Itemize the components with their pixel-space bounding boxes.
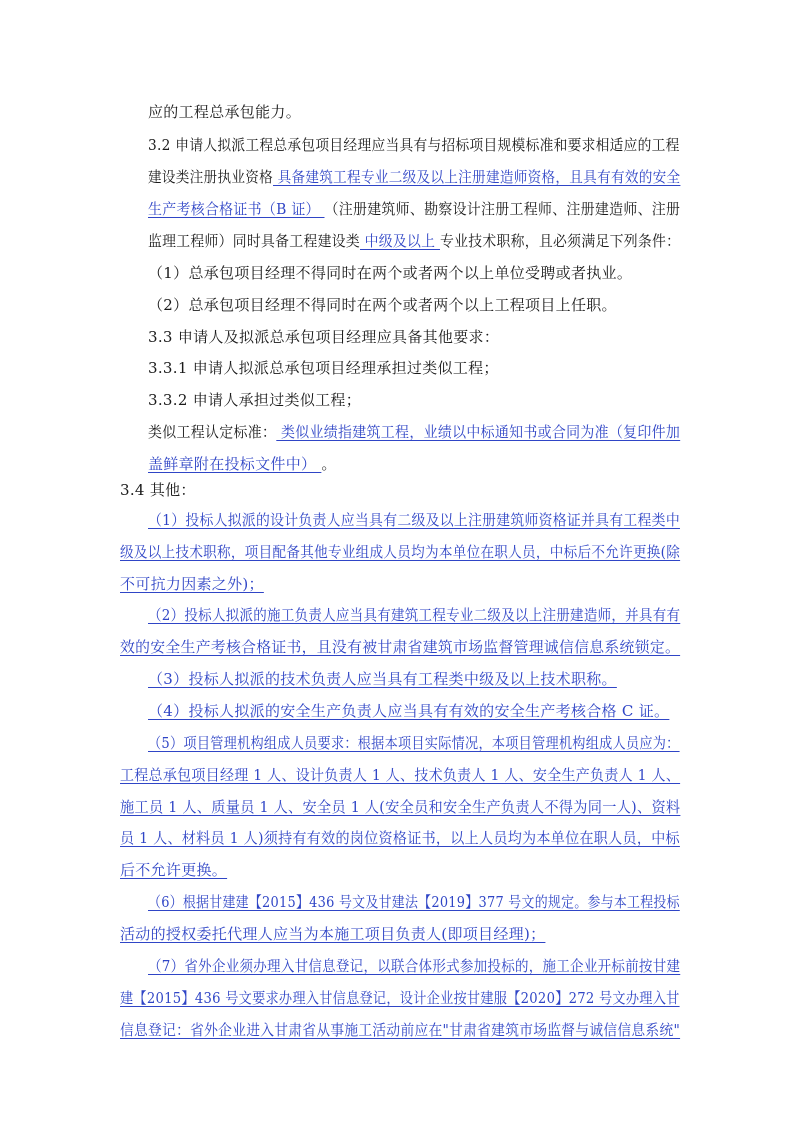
paragraph-line: 应的工程总承包能力。 bbox=[148, 103, 302, 121]
fill-in-qualification: 具备建筑工程专业二级及以上注册建造师资格，且具有有效的安全 bbox=[273, 168, 681, 186]
section-3-3-2: 3.3.2 申请人承担过类似工程； bbox=[148, 391, 362, 409]
section-3-2-heading: 3.2 申请人拟派工程总承包项目经理应当具有与招标项目规模标准和要求相适应的工程 bbox=[148, 136, 680, 154]
other-item-5-cont: 工程总承包项目经理 1 人、设计负责人 1 人、技术负责人 1 人、安全生产负责人 1 人、 bbox=[120, 766, 681, 784]
other-item-1: （1）投标人拟派的设计负责人应当具有二级及以上注册建筑师资格证并具有工程类中 bbox=[148, 511, 680, 529]
other-item-7-cont: 建【2015】436 号文要求办理入甘信息登记，设计企业按甘建服【2020】272 号文办理入甘 bbox=[120, 989, 680, 1007]
condition-item-2: （2）总承包项目经理不得同时在两个或者两个以上工程项目上任职。 bbox=[148, 296, 617, 314]
other-item-5: （5）项目管理机构组成人员要求：根据本项目实际情况，本项目管理机构组成人员应为： bbox=[148, 734, 680, 752]
other-item-1-cont: 级及以上技术职称，项目配备其他专业组成人员均为本单位在职人员，中标后不允许更换(除 bbox=[120, 543, 681, 561]
section-3-3-heading: 3.3 申请人及拟派总承包项目经理应具备其他要求： bbox=[148, 328, 500, 346]
section-3-3-1: 3.3.1 申请人拟派总承包项目经理承担过类似工程； bbox=[148, 359, 499, 377]
other-item-4: （4）投标人拟派的安全生产负责人应当具有有效的安全生产考核合格 C 证。 bbox=[148, 702, 670, 720]
paragraph-line: 盖鲜章附在投标文件中） 。 bbox=[148, 455, 337, 473]
fill-in-similar-criteria: 类似业绩指建筑工程，业绩以中标通知书或合同为准（复印件加 bbox=[276, 423, 681, 441]
other-item-7: （7）省外企业须办理入甘信息登记，以联合体形式参加投标的，施工企业开标前按甘建 bbox=[148, 957, 681, 975]
other-item-6: （6）根据甘建建【2015】436 号文及甘建法【2019】377 号文的规定。参与本工程投标 bbox=[148, 893, 680, 911]
paragraph-line: 建设类注册执业资格 具备建筑工程专业二级及以上注册建造师资格，且具有有效的安全 bbox=[148, 168, 681, 186]
other-item-7-cont: 信息登记：省外企业进入甘肃省从事施工活动前应在"甘肃省建筑市场监督与诚信信息系统" bbox=[120, 1021, 681, 1039]
paragraph-line: 监理工程师）同时具备工程建设类 中级及以上 专业技术职称，且必须满足下列条件： bbox=[148, 232, 681, 250]
other-item-6-cont: 活动的授权委托代理人应当为本施工项目负责人(即项目经理)； bbox=[120, 925, 546, 943]
condition-item-1: （1）总承包项目经理不得同时在两个或者两个以上单位受聘或者执业。 bbox=[148, 264, 633, 282]
other-item-5-cont: 施工员 1 人、质量员 1 人、安全员 1 人(安全员和安全生产负责人不得为同一人)、资料 bbox=[120, 798, 681, 816]
paragraph-line: 类似工程认定标准： 类似业绩指建筑工程，业绩以中标通知书或合同为准（复印件加 bbox=[148, 423, 681, 441]
section-3-4-heading: 3.4 其他： bbox=[120, 481, 196, 499]
fill-in-title-level: 中级及以上 bbox=[359, 232, 441, 250]
other-item-1-cont: 不可抗力因素之外)； bbox=[120, 575, 264, 593]
other-item-2: （2）投标人拟派的施工负责人应当具有建筑工程专业二级及以上注册建造师，并具有有 bbox=[148, 606, 681, 624]
paragraph-line: 生产考核合格证书（B 证） （注册建筑师、勘察设计注册工程师、注册建造师、注册 bbox=[148, 200, 681, 218]
other-item-5-cont: 后不允许更换。 bbox=[120, 861, 228, 879]
fill-in-qualification-cont: 生产考核合格证书（B 证） bbox=[148, 200, 325, 218]
other-item-5-cont: 员 1 人、材料员 1 人)须持有有效的岗位资格证书，以上人员均为本单位在职人员，中标 bbox=[120, 829, 680, 847]
other-item-2-cont: 效的安全生产考核合格证书，且没有被甘肃省建筑市场监督管理诚信信息系统锁定。 bbox=[120, 638, 681, 656]
other-item-3: （3）投标人拟派的技术负责人应当具有工程类中级及以上技术职称。 bbox=[148, 670, 617, 688]
fill-in-similar-criteria-cont: 盖鲜章附在投标文件中） bbox=[148, 455, 322, 473]
